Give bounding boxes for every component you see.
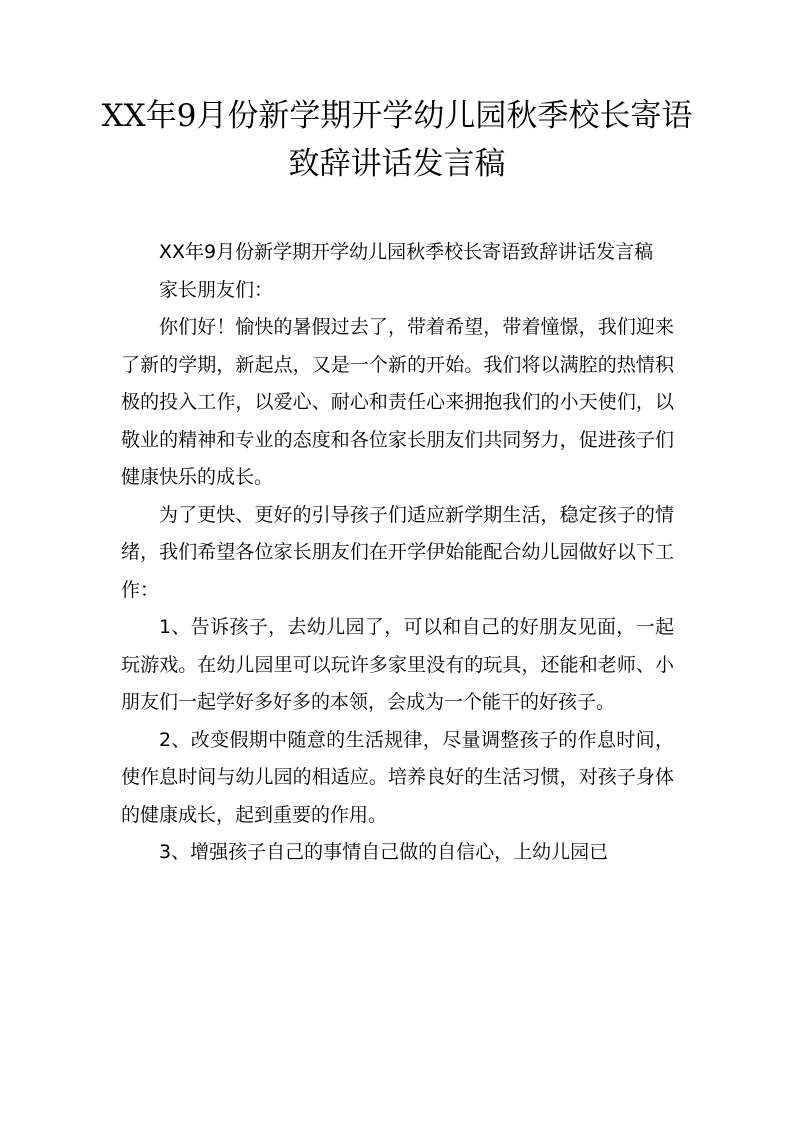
document-body bbox=[121, 234, 674, 872]
paragraph-salutation: 家长朋友们： bbox=[159, 278, 274, 301]
paragraph-item-1: 1、告诉孩子，去幼儿园了，可以和自己的好朋友见面，一起玩游戏。在幼儿园里可以玩许多家里没有的玩具，还能和老师、小朋友们一起学好多好多的本领，会成为一个能干的好孩子。 bbox=[121, 616, 674, 713]
paragraph-intro-request: 为了更快、更好的引导孩子们适应新学期生活，稳定孩子的情绪，我们希望各位家长朋友们在开学伊始能配合幼儿园做好以下工作： bbox=[121, 503, 674, 601]
paragraph-heading-repeat: XX年9月份新学期开学幼儿园秋季校长寄语致辞讲话发言稿 bbox=[159, 241, 654, 263]
document-title: XX年9月份新学期开学幼儿园秋季校长寄语致辞讲话发言稿 bbox=[101, 98, 693, 182]
paragraph-item-3: 3、增强孩子自己的事情自己做的自信心，上幼儿园已 bbox=[159, 841, 609, 863]
paragraph-greeting: 你们好！愉快的暑假过去了，带着希望，带着憧憬，我们迎来了新的学期，新起点，又是一个新的开始。我们将以满腔的热情积极的投入工作，以爱心、耐心和责任心来拥抱我们的小天使们，以敬业的精神和专业的态度和各位家长朋友们共同努力，促进孩子们健康快乐的成长。 bbox=[121, 316, 674, 488]
paragraph-item-2: 2、改变假期中随意的生活规律，尽量调整孩子的作息时间，使作息时间与幼儿园的相适应。培养良好的生活习惯，对孩子身体的健康成长，起到重要的作用。 bbox=[121, 728, 674, 826]
